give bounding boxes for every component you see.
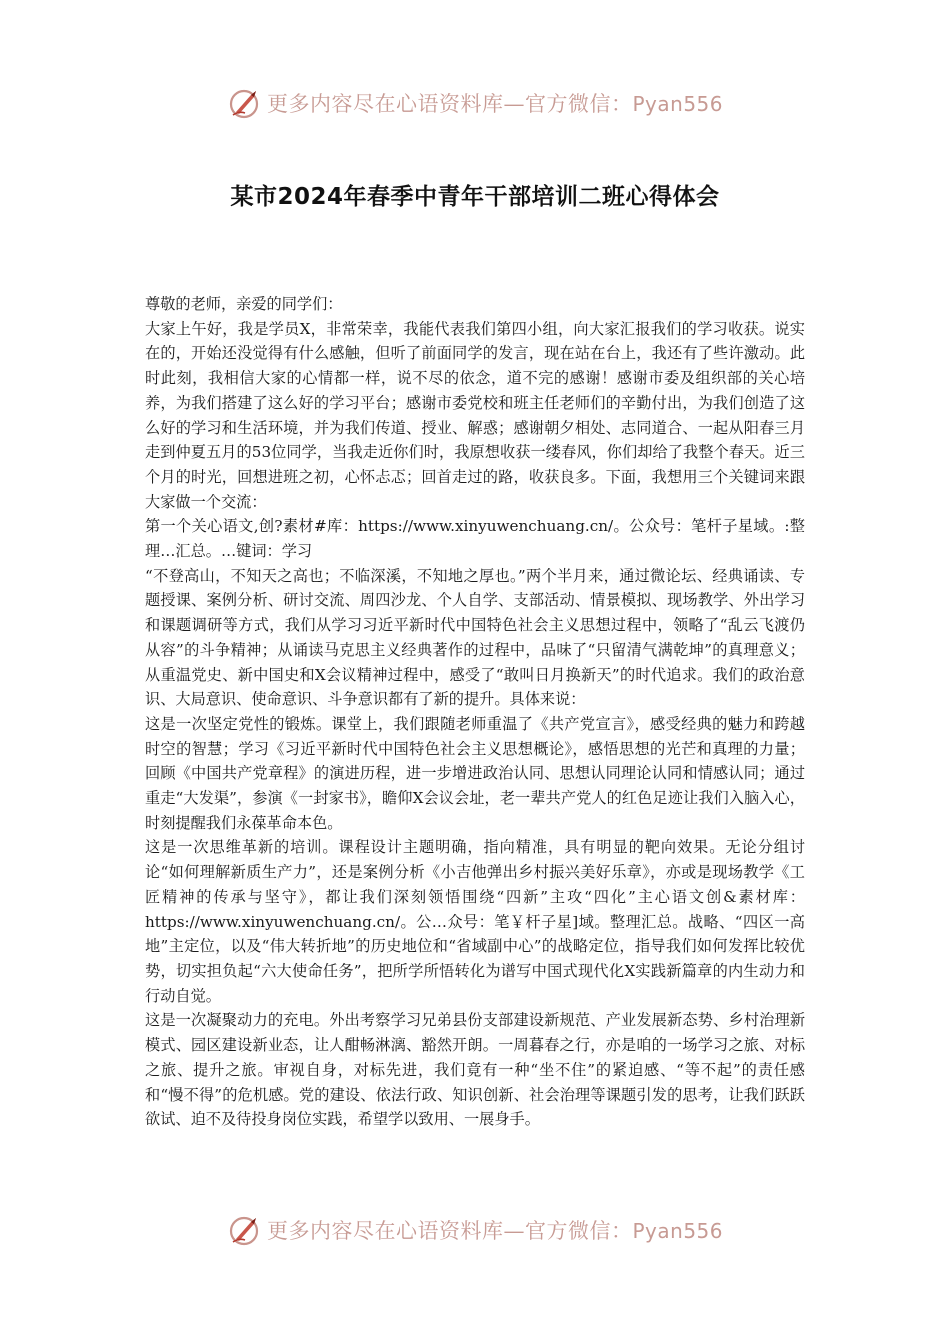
- header-banner: [0, 83, 950, 123]
- pen-nib-logo-icon: [227, 85, 263, 121]
- banner-slogan: 更多内容尽在心语资料库—官方微信：: [266, 1219, 633, 1243]
- paragraph-motivation: 这是一次凝聚动力的充电。外出考察学习兄弟县份支部建设新规范、产业发展新态势、乡村治理新模式、园区建设新业态，让人酣畅淋漓、豁然开朗。一周暮春之行，亦是咱的一场学习之旅、对标之旅、提升之旅。审视自身，对标先进，我们竟有一种“坐不住”的紧迫感、“等不起”的责任感和“慢不得”的危机感。党的建设、依法行政、知识创新、社会治理等课题引发的思考，让我们跃跃欲试、迫不及待投身岗位实践，希望学以致用、一展身手。: [145, 1011, 805, 1129]
- paragraph-thinking-innovation: 这是一次思维革新的培训。课程设计主题明确，指向精准，具有明显的靶向效果。无论分组讨论“如何理解新质生产力”，还是案例分析《小吉他弹出乡村振兴美好乐章》，亦或是现场教学《工匠精神的传承与坚守》，都让我们深刻领悟围绕“四新”主攻“四化”主心语文创&素材库：https://www.xinyuwenchuang.cn/。公…众号：笔￥杆子星]域。整理汇总。战略、“四区一高地”主定位，以及“伟大转折地”的历史地位和“省域副中心”的战略定位，指导我们如何发挥比较优势，切实担负起“六大使命任务”，把所学所悟转化为谱写中国式现代化X实践新篇章的内生动力和行动自觉。: [145, 838, 805, 1005]
- header-banner-text: [267, 88, 723, 118]
- paragraph-keyword-heading: 第一个关心语文,创?素材#库：https://www.xinyuwenchuang.cn/。公众号：笔杆子星域。:整理…汇总。…键词：学习: [145, 517, 805, 561]
- footer-banner-text: [267, 1215, 723, 1245]
- banner-wechat-id: Pyan556: [632, 1219, 723, 1243]
- paragraph-study-summary: “不登高山，不知天之高也；不临深溪，不知地之厚也。”两个半月来，通过微论坛、经典诵读、专题授课、案例分析、研讨交流、周四沙龙、个人自学、支部活动、情景模拟、现场教学、外出学习和课题调研等方式，我们从学习习近平新时代中国特色社会主义思想过程中，领略了“乱云飞渡仍从容”的斗争精神；从诵读马克思主义经典著作的过程中，品味了“只留清气满乾坤”的真理意义；从重温党史、新中国史和X会议精神过程中，感受了“敢叫日月换新天”的时代追求。我们的政治意识、大局意识、使命意识、斗争意识都有了新的提升。具体来说：: [145, 566, 805, 709]
- banner-wechat-id: Pyan556: [632, 92, 723, 116]
- pen-nib-logo-icon: [227, 1212, 263, 1248]
- document-body: [145, 292, 805, 1132]
- footer-banner: [0, 1210, 950, 1250]
- banner-slogan: 更多内容尽在心语资料库—官方微信：: [266, 92, 633, 116]
- paragraph-intro: 大家上午好，我是学员X，非常荣幸，我能代表我们第四小组，向大家汇报我们的学习收获。说实在的，开始还没觉得有什么感触，但听了前面同学的发言，现在站在台上，我还有了些许激动。此时此刻，我相信大家的心情都一样，说不尽的依念，道不完的感谢！感谢市委及组织部的关心培养，为我们搭建了这么好的学习平台；感谢市委党校和班主任老师们的辛勤付出，为我们创造了这么好的学习和生活环境，并为我们传道、授业、解惑；感谢朝夕相处、志同道合、一起从阳春三月走到仲夏五月的53位同学，当我走近你们时，我原想收获一缕春风，你们却给了我整个春天。近三个月的时光，回想进班之初，心怀忐忑；回首走过的路，收获良多。下面，我想用三个关键词来跟大家做一个交流：: [145, 319, 805, 511]
- paragraph-greeting: 尊敬的老师，亲爱的同学们：: [145, 295, 343, 313]
- paragraph-party-spirit: 这是一次坚定党性的锻炼。课堂上，我们跟随老师重温了《共产党宣言》，感受经典的魅力和跨越时空的智慧；学习《习近平新时代中国特色社会主义思想概论》，感悟思想的光芒和真理的力量；回顾《中国共产党章程》的演进历程，进一步增进政治认同、思想认同理论认同和情感认同；通过重走“大发渠”，参演《一封家书》，瞻仰X会议会址，老一辈共产党人的红色足迹让我们入脑入心，时刻提醒我们永葆革命本色。: [145, 714, 805, 832]
- document-title: 某市2024年春季中青年干部培训二班心得体会: [230, 184, 720, 210]
